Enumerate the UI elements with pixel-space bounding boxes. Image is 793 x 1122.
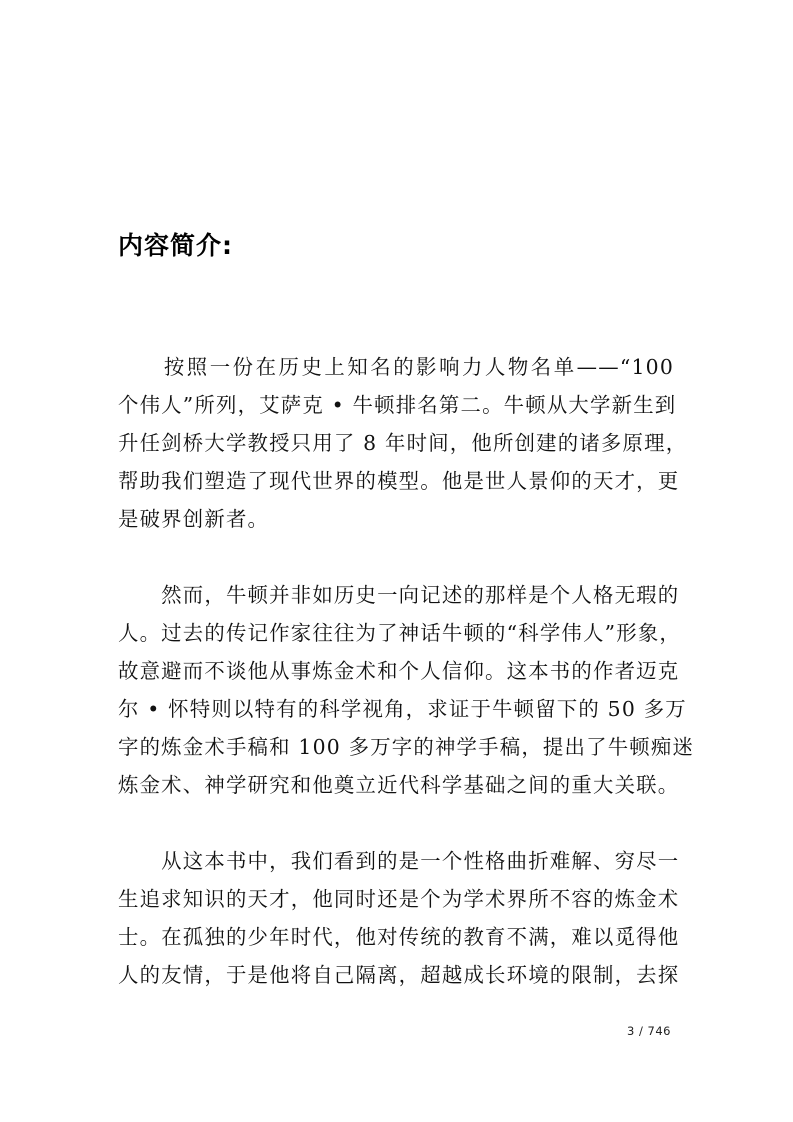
paragraph-line: 生追求知识的天才，他同时还是个为学术界所不容的炼金术 [118,887,680,911]
paragraph-line: 字的炼金术手稿和 100 多万字的神学手稿，提出了牛顿痴迷 [118,735,695,759]
paragraph-line: 炼金术、神学研究和他奠立近代科学基础之间的重大关联。 [118,773,680,797]
paragraph-line: 尔 • 怀特则以特有的科学视角，求证于牛顿留下的 50 多万 [118,697,687,721]
paragraph-line: 人的友情，于是他将自己隔离，超越成长环境的限制，去探 [118,963,680,987]
section-heading: 内容简介: [118,231,233,260]
paragraph-line: 升任剑桥大学教授只用了 8 年时间，他所创建的诸多原理， [118,431,688,455]
paragraph-1 [118,348,688,538]
page-number: 3 / 746 [627,1024,671,1038]
paragraph-line: 人。过去的传记作家往往为了神话牛顿的“科学伟人”形象， [118,621,682,645]
paragraph-line: 士。在孤独的少年时代，他对传统的教育不满，难以觅得他 [118,925,680,949]
paragraph-line: 从这本书中，我们看到的是一个性格曲折难解、穷尽一 [118,849,680,873]
paragraph-3 [118,842,680,994]
paragraph-line: 然而，牛顿并非如历史一向记述的那样是个人格无瑕的 [118,583,680,607]
paragraph-2 [118,576,695,804]
paragraph-line: 是破界创新者。 [118,507,270,531]
paragraph-line: 故意避而不谈他从事炼金术和个人信仰。这本书的作者迈克 [118,659,680,683]
paragraph-line: 按照一份在历史上知名的影响力人物名单——“100 [118,355,674,379]
paragraph-line: 个伟人”所列，艾萨克 • 牛顿排名第二。牛顿从大学新生到 [118,393,677,417]
paragraph-line: 帮助我们塑造了现代世界的模型。他是世人景仰的天才，更 [118,469,680,493]
